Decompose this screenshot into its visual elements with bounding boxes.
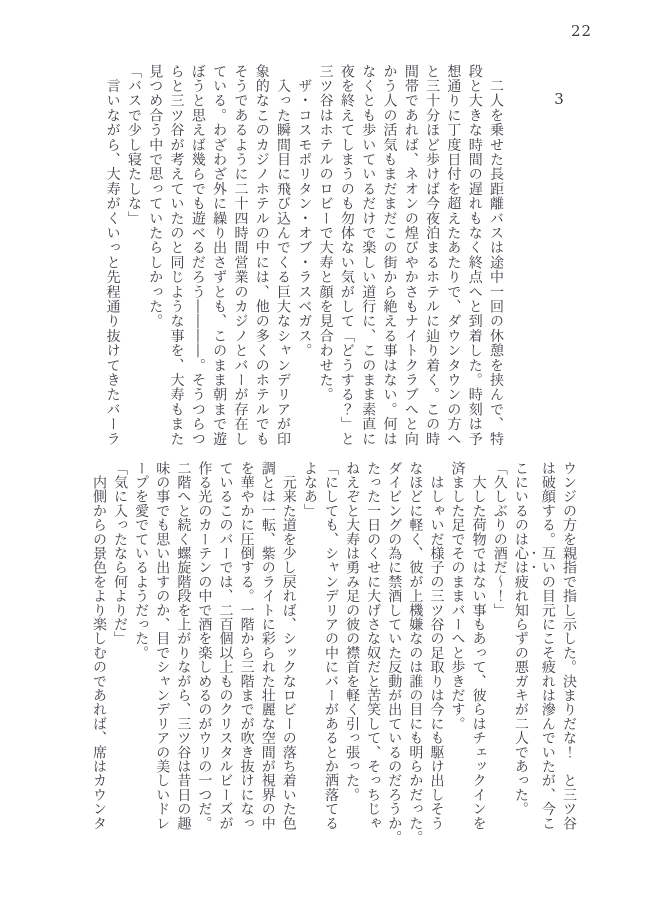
text-line: はしゃいだ様子の三ツ谷の足取りは今にも駆け出しそう <box>428 461 445 831</box>
text-line: そうであるように二十四時間営業のカジノとバーが存在し <box>232 64 249 447</box>
text-line: 「久しぶりの酒だ〜！」 <box>491 461 508 618</box>
text-line: 味の事でも思い出すのか、目でシャンデリアの美しいドレ <box>154 461 171 831</box>
text-line: ぼうと思えば幾らでも遊べるだろう――――。そうつらつ <box>189 64 206 447</box>
text-line: 言いながら、大寿がくいっと先程通り抜けてきたバーラ <box>104 64 121 447</box>
text-line: なほどに軽く、彼が上機嫌なのは誰の目にも明らかだった。 <box>407 461 424 845</box>
text-line: 内側からの景色をより楽しむのであれば、席はカウンタ <box>90 461 107 831</box>
text-line: 間帯であれば、ネオンの煌びやかさもナイトクラブへと向 <box>402 64 419 447</box>
text-line: ねえぞと大寿は勇み足の彼の襟首を軽く引っ張った。 <box>344 461 361 802</box>
text-line: かう人の活気もまだまだこの街から絶える事はない。何は <box>381 64 398 447</box>
text-line: ダイビングの為に禁酒していた反動が出ているのだろうか。 <box>386 461 403 845</box>
text-line: ープを愛でているようだった。 <box>133 461 150 660</box>
text-line: を華やかに圧倒する。一階から三階までが吹き抜けになっ <box>238 461 255 831</box>
text-line: 作る光のカーテンの中で酒を楽しめるのがウリの一つだ。 <box>196 461 213 831</box>
section-number-heading: 3 <box>550 90 568 108</box>
text-line: 二階へと続く螺旋階段を上がりながら、三ツ谷は昔日の趣 <box>175 461 192 831</box>
text-line: 夜を終えてしまうのも勿体ない気がして「どうする？」と <box>338 64 355 447</box>
text-line: は破顔する。互いの目元にこそ疲れは滲んでいたが、今こ <box>539 461 556 831</box>
bottom-text-band <box>88 461 579 851</box>
text-line: 済ました足でそのままバーへと歩きだす。 <box>449 461 466 731</box>
text-line: 「バスで少し寝たしな」 <box>125 64 142 226</box>
text-line: と三十分ほど歩けば今夜泊まるホテルに辿り着く。この時 <box>424 64 441 447</box>
text-line: ウンジの方を親指で指し示した。決まりだな！ と三ツ谷 <box>561 461 577 831</box>
text-line: 象的なこのカジノホテルの中には、他の多くのホテルでも <box>253 64 270 447</box>
text-line: らと三ツ谷が考えていたのと同じような事を、大寿もまた <box>168 64 185 447</box>
text-line: 入った瞬間目に飛び込んでくる巨大なシャンデリアが印 <box>275 64 292 447</box>
text-line: たった一日のくせに大げさな奴だと苦笑して、そっちじゃ <box>365 461 382 831</box>
text-line: ザ・コスモポリタン・オブ・ラスベガス。 <box>296 64 313 358</box>
text-line: 段と大きな時間の遅れもなく終点へと到着した。時刻は予 <box>466 64 483 447</box>
text-line: 調とは一転、紫のライトに彩られた壮麗な空間が視界の中 <box>259 461 276 831</box>
page-number: 22 <box>571 22 593 40</box>
text-line: 「気に入ったなら何よりだ」 <box>112 461 129 646</box>
text-line: 大した荷物ではない事もあって、彼らはチェックインを <box>470 461 487 831</box>
text-line: 見つめ合う中で思っていたらしかった。 <box>147 64 164 329</box>
text-line: なくとも歩いているだけで楽しい道行に、このまま素直に <box>360 64 377 447</box>
text-line: ている。わざわざ外に繰り出さずとも、このまま朝まで遊 <box>211 64 228 447</box>
text-line: 元来た道を少し戻れば、シックなロビーの落ち着いた色 <box>280 461 297 831</box>
top-text-band <box>101 64 506 454</box>
emphasis-dotted-text: 心は <box>512 546 529 575</box>
text-line: こにいるのは心は疲れ知らずの悪ガキが二人であった。 <box>512 461 529 817</box>
text-line: 二人を乗せた長距離バスは途中一回の休憩を挟んで、特 <box>488 64 504 447</box>
text-line: 三ツ谷はホテルのロビーで大寿と顔を見合わせた。 <box>317 64 334 403</box>
text-line: 「にしても、シャンデリアの中にバーがあるとか洒落てる <box>322 461 339 831</box>
text-line: ているこのバーでは、二百個以上ものクリスタルビーズが <box>217 461 234 831</box>
text-line: 想通りに丁度日付を超えたあたりで、ダウンタウンの方へ <box>445 64 462 447</box>
text-line: よなあ」 <box>301 461 318 518</box>
